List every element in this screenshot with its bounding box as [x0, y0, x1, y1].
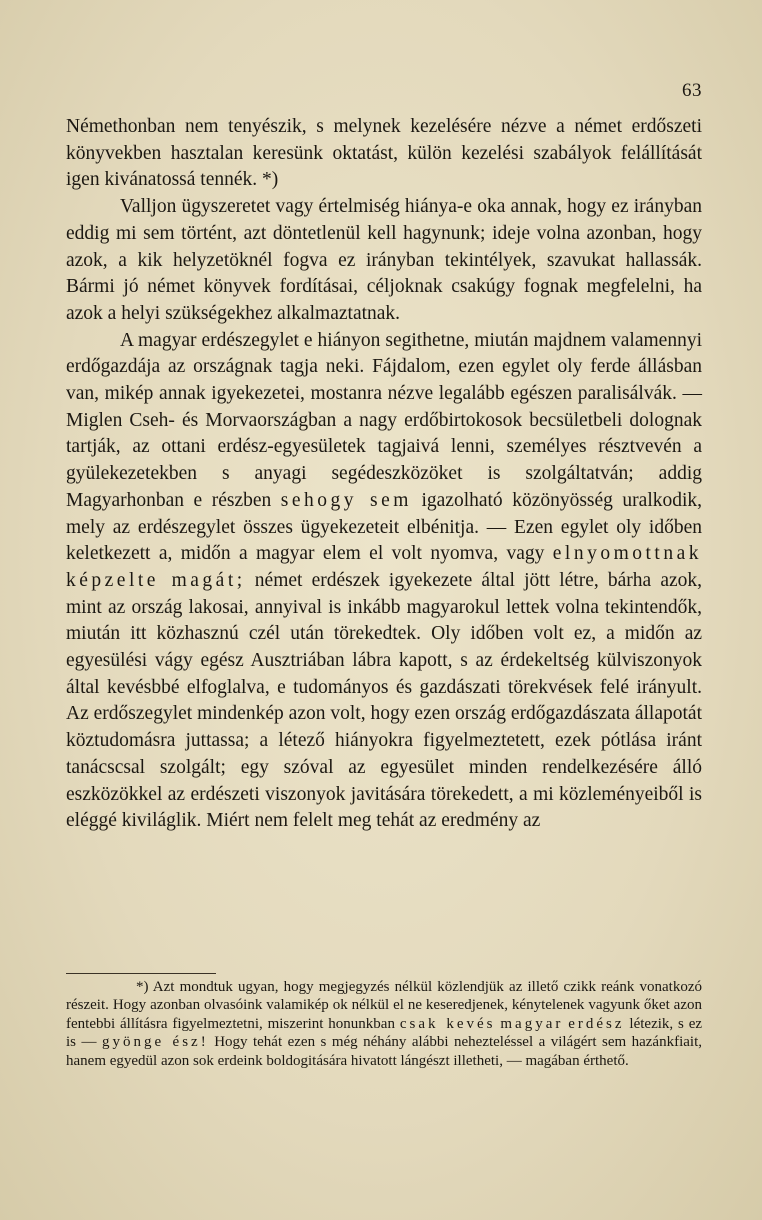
- paragraph-3-part-e: német erdészek igyekezete által jött létre, bárha azok, mint az ország lakosai, annyival is inkább magyarokul lettek volna tekintendők, miután itt közhasznú czél után törekedtek. Oly időben volt ez, a midőn az egyesülési vágy egész Ausztriában lábra kapott, s az érdekeltség külviszonyok által kevésbbé elfoglalva, e tudományos és gazdászati törekvések felé irányult. Az erdőszegylet mindenkép azon volt, hogy ezen ország erdőgazdászata állapotát köztudomásra juttassa; a létező hiányokra figyelmeztetett, ezek pótlása iránt tanácscsal szolgált; egy szóval az egyesület minden rendelkezésére álló eszközökkel az erdészeti viszonyok javitására törekedett, a mi közleményeiből is eléggé kiviláglik. Miért nem felelt meg tehát az eredmény az: [66, 569, 702, 832]
- paragraph-2: Valljon ügyszeretet vagy értelmiség hiánya-e oka annak, hogy ez irányban eddig mi sem történt, azt döntetlenül kell hagynunk; ideje volna azonban, hogy azok, a kik helyzetöknél fogva ez irányban tekintélyek, szavukat hallassák. Bármi jó német könyvek fordításai, céljoknak csakúgy fognak megfelelni, ha azok a helyi szükségekhez alkalmaztatnak.: [66, 196, 702, 324]
- page-number: 63: [682, 80, 702, 101]
- emphasis-erdesz: erdész: [568, 1015, 625, 1032]
- paragraph-3-part-c: igazolható közönyösség uralkodik, mely az erdészegylet összes ügyekezeteit elbénitja. — Ezen egylet oly időben keletkezett a, midőn a magyar elem el volt nyomva, vagy: [66, 489, 703, 565]
- footnote-paragraph: [66, 978, 702, 1070]
- footnote-part-a: *) Azt mondtuk ugyan, hogy megjegyzés nélkül közlendjük az illető czikk reánk vonatkozó részeit. Hogy azonban olvasóink valamikép ok nélkül el ne keseredjenek, kénytelenek vagyunk őket azon fentebbi állításra figyelmeztetni, miszerint honunkban: [66, 979, 702, 1032]
- emphasis-gyonge-esz: gyönge ész!: [101, 1034, 209, 1051]
- footnote-rule: [66, 973, 216, 974]
- paragraph-1: Némethonban nem tenyészik, s melynek kezelésére nézve a német erdőszeti könyvekben hasztalan keresünk oktatást, külön kezelési szabályok felállítását igen kivánatossá tennék. *): [66, 116, 702, 191]
- paragraph-3: [66, 328, 702, 835]
- emphasis-csak-keves: csak kevés: [399, 1015, 496, 1032]
- emphasis-elnyomottnak: elnyomottnak képzelte magát;: [66, 543, 702, 591]
- footnote-part-g: Hogy tehát ezen s még néhány alábbi nehezteléssel a világért sem hazánkfiait, hanem egyedül azon sok erdeink boldogitására hivatott lángészt illetheti, — magában érthető.: [66, 1034, 702, 1069]
- footnote: [66, 978, 702, 1070]
- main-text: [66, 114, 702, 835]
- paragraph-3-part-a: A magyar erdészegylet e hiányon segithetne, miután majdnem valamennyi erdőgazdája az országnak tagja neki. Fájdalom, ezen egylet oly ferde állásban van, mikép annak igyekezetei, mostanra nézve legalább egészen paralisálvák. — Miglen Cseh- és Morvaországban a nagy erdőbirtokosok becsületbeli dolognak tartják, az ottani erdész-egyesületek tagjaivá lenni, személyes résztvevén a gyülekezetekben s anyagi segédeszközöket is szolgáltatván; addig Magyarhonban e részben: [66, 329, 702, 511]
- footnote-part-e: létezik, s ez is —: [66, 1015, 703, 1051]
- emphasis-magyar: magyar: [500, 1015, 564, 1032]
- emphasis-sehogy-sem: sehogy sem: [280, 489, 412, 511]
